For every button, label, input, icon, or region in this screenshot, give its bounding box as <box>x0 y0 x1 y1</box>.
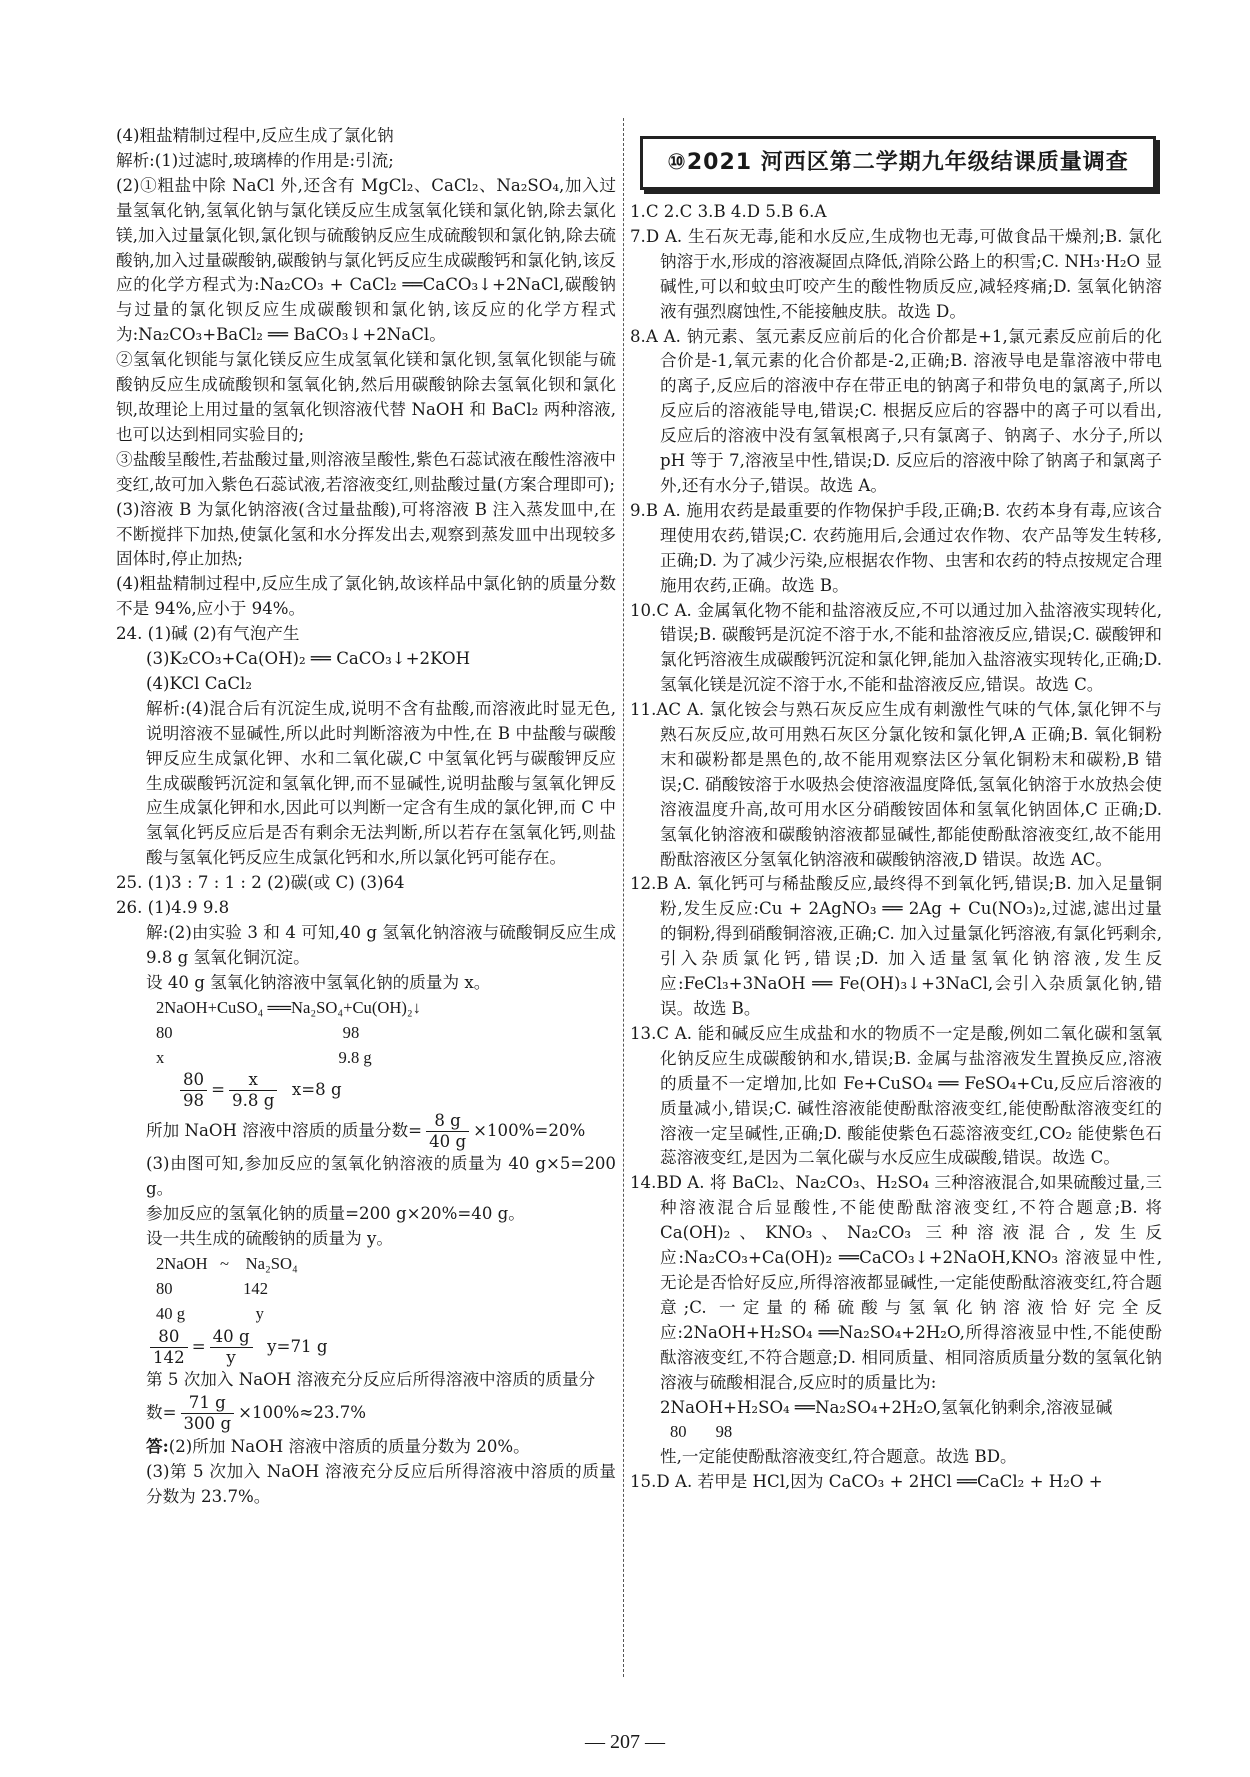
answer-item: 12.B A. 氧化钙可与稀盐酸反应,最终得不到氧化钙,错误;B. 加入足量铜粉,发生反应:Cu + 2AgNO₃ ══ 2Ag + Cu(NO₃)₂,过滤,滤出过量的铜粉,得到硝酸铜溶液,正确;C. 加入过量氯化钙溶液,有氯化钙剩余,引入杂质氯化钙,错误;D. 加入适量氢氧化钠溶液,发生反应:FeCl₃+3NaOH ══ Fe(OH)₃↓+3NaCl,会引入杂质氯化钠,错误。故选 B。 <box>630 874 1162 1018</box>
answer-item: 8.A A. 钠元素、氢元素反应前后的化合价都是+1,氯元素反应前后的化合价是-1,氧元素的化合价都是-2,正确;B. 溶液导电是靠溶液中带电的离子,反应后的溶液中存在带正电的钠离子和带负电的氯离子,所以反应后的溶液能导电,错误;C. 根据反应后的容器中的离子可以看出,反应后的溶液中没有氢氧根离子,只有氯离子、钠离子、水分子,所以 pH 等于 7,溶液呈中性,错误;D. 反应后的溶液中除了钠离子和氯离子外,还有水分子,错误。故选 A。 <box>630 326 1162 495</box>
equation-ratio: x 9.8 g <box>156 1047 372 1067</box>
question-24-equation: (3)K₂CO₃+Ca(OH)₂ ══ CaCO₃↓+2KOH <box>146 649 471 669</box>
answer-item: 9.B A. 施用农药是最重要的作物保护手段,正确;B. 农药本身有毒,应该合理使用农药,错误;C. 农药施用后,会通过农作物、农产品等发生转移,正确;D. 为了减少污染,应根据农作物、虫害和农药的特点按规定合理施用农药,正确。故选 B。 <box>630 500 1162 595</box>
result: y=71 g <box>267 1336 328 1356</box>
answer-item: 14.BD A. 将 BaCl₂、Na₂CO₃、H₂SO₄ 三种溶液混合,如果硫酸过量,三种溶液混合后显酸性,不能使酚酞溶液变红,不符合题意;B. 将 Ca(OH)₂、KNO₃、Na₂CO₃ 三种溶液混合,发生反应:Na₂CO₃+Ca(OH)₂ ══CaCO₃↓+2NaOH,KNO₃ 溶液显中性,无论是否恰好反应,所得溶液都显碱性,一定能使酚酞溶液变红,符合题意;C. 一定量的稀硫酸与氢氧化钠溶液恰好完全反应:2NaOH+H₂SO₄ ══Na₂SO₄+2H₂O,所得溶液显中性,不能使酚酞溶液变红,不符合题意;D. 相同质量、相同溶质质量分数的氢氧化钠溶液与硫酸相混合,反应时的质量比为: <box>630 1173 1162 1392</box>
final-answer: (3)第 5 次加入 NaOH 溶液充分反应后所得溶液中溶质的质量分数为 23.7%。 <box>146 1461 616 1506</box>
answer-item: 15.D A. 若甲是 HCl,因为 CaCO₃ + 2HCl ══CaCl₂ + H₂O + <box>630 1472 1103 1492</box>
question-26-solution: 设 40 g 氢氧化钠溶液中氢氧化钠的质量为 x。 <box>146 972 491 992</box>
equation: 2NaOH+CuSO₄ ══Na₂SO₄+Cu(OH)₂↓ <box>156 997 421 1017</box>
section-title: ⑩2021 河西区第二学期九年级结课质量调查 <box>640 136 1156 190</box>
question-25-answer: 25. (1)3 : 7 : 1 : 2 (2)碳(或 C) (3)64 <box>116 873 405 893</box>
proportion: $\frac{80}{98}$ = $\frac{x}{9.8 g}$ x=8 g <box>116 1070 616 1111</box>
answer-item: 11.AC A. 氯化铵会与熟石灰反应生成有刺激性气味的气体,氯化钾不与熟石灰反应,故可用熟石灰区分氯化铵和氯化钾,A 正确;B. 氧化铜粉末和碳粉都是黑色的,故不能用观察法区分氧化铜粉末和碳粉,B 错误;C. 硝酸铵溶于水吸热会使溶液温度降低,氢氧化钠溶于水放热会使溶液温度升高,故可用水区分硝酸铵固体和氢氧化钠固体,C 正确;D. 氢氧化钠溶液和碳酸钠溶液都显碱性,都能使酚酞溶液变红,故不能用酚酞溶液区分氢氧化钠溶液和碳酸钠溶液,D 错误。故选 AC。 <box>630 700 1162 869</box>
question-26-solution: 解:(2)由实验 3 和 4 可知,40 g 氢氧化钠溶液与硫酸铜反应生成 9.8 g 氢氧化铜沉淀。 <box>146 923 616 967</box>
fraction: $\frac{8 g}{40 g}$ <box>426 1111 469 1152</box>
equation-ratio: 40 g y <box>156 1303 264 1323</box>
fraction: $\frac{80}{98}$ <box>180 1070 207 1111</box>
question-26-solution: 第 5 次加入 NaOH 溶液充分反应后所得溶液中溶质的质量分 <box>146 1369 596 1389</box>
answer-item: 13.C A. 能和碱反应生成盐和水的物质不一定是酸,例如二氧化碳和氢氧化钠反应生成碳酸钠和水,错误;B. 金属与盐溶液发生置换反应,溶液的质量不一定增加,比如 Fe+CuSO₄ ══ FeSO₄+Cu,反应后溶液的质量减小,错误;C. 碱性溶液能使酚酞溶液变红,能使酚酞溶液变红的溶液一定呈碱性,正确;D. 酸能使紫色石蕊溶液变红,CO₂ 能使紫色石蕊溶液变红,是因为二氧化碳与水反应生成碳酸,错误。故选 C。 <box>630 1023 1162 1168</box>
question-26-solution: 参加反应的氢氧化钠的质量=200 g×20%=40 g。 <box>146 1204 525 1224</box>
question-24-analysis: 解析:(4)混合后有沉淀生成,说明不含有盐酸,而溶液此时显无色,说明溶液不显碱性,所以此时判断溶液为中性,在 B 中盐酸与碳酸钾反应生成氯化钾、水和二氧化碳,C 中氢氧化钙与碳酸钾反应生成碳酸钙沉淀和氢氧化钾,而不显碱性,说明盐酸与氢氧化钾反应生成氯化钾和水,因此可以判断一定含有生成的氯化钾,而 C 中氢氧化钙反应后是否有剩余无法判断,所以若存在氢氧化钙,则盐酸与氢氧化钙反应生成氯化钙和水,所以氯化钙可能存在。 <box>146 698 616 868</box>
analysis-paragraph: ③盐酸呈酸性,若盐酸过量,则溶液呈酸性,紫色石蕊试液在酸性溶液中变红,故可加入紫色石蕊试液,若溶液变红,则盐酸过量(方案合理即可); <box>116 449 616 494</box>
fraction: $\frac{71 g}{300 g}$ <box>181 1393 235 1434</box>
fraction: $\frac{80}{142}$ <box>150 1327 188 1368</box>
answer-item: 10.C A. 金属氧化物不能和盐溶液反应,不可以通过加入盐溶液实现转化,错误;B. 碳酸钙是沉淀不溶于水,不能和盐溶液反应,错误;C. 碳酸钾和氯化钙溶液生成碳酸钙沉淀和氯化钾,能加入盐溶液实现转化,正确;D. 氢氧化镁是沉淀不溶于水,不能和盐溶液反应,错误。故选 C。 <box>630 600 1162 695</box>
fraction: $\frac{x}{9.8 g}$ <box>229 1070 277 1111</box>
page-number: — 207 — <box>585 1731 665 1753</box>
final-answer: 答:(2)所加 NaOH 溶液中溶质的质量分数为 20%。 <box>146 1435 530 1456</box>
analysis-paragraph: (2)①粗盐中除 NaCl 外,还含有 MgCl₂、CaCl₂、Na₂SO₄,加入过量氢氧化钠,氢氧化钠与氯化镁反应生成氢氧化镁和氯化钠,除去氯化镁,加入过量氯化钡,氯化钡与硫酸钠反应生成硫酸钡和氯化钠,除去硫酸钠,加入过量碳酸钠,碳酸钠与氯化钙反应生成碳酸钙和氯化钠,该反应的化学方程式为:Na₂CO₃ + CaCl₂ ══CaCO₃↓+2NaCl,碳酸钠与过量的氯化钡反应生成碳酸钡和氯化钠,该反应的化学方程式为:Na₂CO₃+BaCl₂ ══ BaCO₃↓+2NaCl。 <box>116 175 616 345</box>
equation-ratio: 80 98 <box>156 1022 360 1042</box>
equation-ratio: 80 142 <box>156 1278 269 1298</box>
question-26-solution: 设一共生成的硫酸钠的质量为 y。 <box>146 1229 393 1249</box>
question-24-answer: (4)KCl CaCl₂ <box>146 673 252 693</box>
fraction: $\frac{40 g}{y}$ <box>210 1327 253 1368</box>
analysis-paragraph: (3)溶液 B 为氯化钠溶液(含过量盐酸),可将溶液 B 注入蒸发皿中,在不断搅拌下加热,使氯化氢和水分挥发出去,观察到蒸发皿中出现较多固体时,停止加热; <box>116 499 616 569</box>
analysis-paragraph: ②氢氧化钡能与氯化镁反应生成氢氧化镁和氯化钡,氢氧化钡能与硫酸钠反应生成硫酸钡和氢氧化钠,然后用碳酸钠除去氢氧化钡和氯化钡,故理论上用过量的氢氧化钡溶液代替 NaOH 和 BaCl₂ 两种溶液,也可以达到相同实验目的; <box>116 350 616 444</box>
percentage-line: 数= $\frac{71 g}{300 g}$ ×100%≈23.7% <box>146 1392 367 1433</box>
equation-ratio: 80 98 <box>670 1422 733 1442</box>
column-divider <box>623 118 624 1677</box>
answer-equation: 2NaOH+H₂SO₄ ══Na₂SO₄+2H₂O,氢氧化钠剩余,溶液显碱 <box>660 1397 1113 1417</box>
analysis-line: 解析:(1)过滤时,玻璃棒的作用是:引流; <box>116 150 394 170</box>
question-26-answer: 26. (1)4.9 9.8 <box>116 898 230 918</box>
answer-row: 1.C 2.C 3.B 4.D 5.B 6.A <box>630 202 827 221</box>
percentage-line: 所加 NaOH 溶液中溶质的质量分数= $\frac{8 g}{40 g}$ ×100%=20% <box>146 1111 586 1152</box>
left-column <box>116 124 616 1509</box>
proportion: $\frac{80}{142}$ = $\frac{40 g}{y}$ y=71 g <box>116 1327 616 1368</box>
answer-item-end: 性,一定能使酚酞溶液变红,符合题意。故选 BD。 <box>660 1447 1017 1467</box>
answer-line: (4)粗盐精制过程中,反应生成了氯化钠 <box>116 126 394 145</box>
result: x=8 g <box>291 1080 342 1100</box>
analysis-paragraph: (4)粗盐精制过程中,反应生成了氯化钠,故该样品中氯化钠的质量分数不是 94%,应小于 94%。 <box>116 574 616 619</box>
answer-item: 7.D A. 生石灰无毒,能和水反应,生成物也无毒,可做食品干燥剂;B. 氯化钠溶于水,形成的溶液凝固点降低,消除公路上的积雪;C. NH₃·H₂O 显碱性,可以和蚊虫叮咬产生的酸性物质反应,减轻疼痛;D. 氢氧化钠溶液有强烈腐蚀性,不能接触皮肤。故选 D。 <box>630 226 1162 321</box>
right-column <box>630 200 1162 1495</box>
equation: 2NaOH ~ Na₂SO₄ <box>156 1254 298 1274</box>
question-26-solution: (3)由图可知,参加反应的氢氧化钠溶液的质量为 40 g×5=200 g。 <box>146 1154 616 1199</box>
question-24-answer: 24. (1)碱 (2)有气泡产生 <box>116 624 300 644</box>
